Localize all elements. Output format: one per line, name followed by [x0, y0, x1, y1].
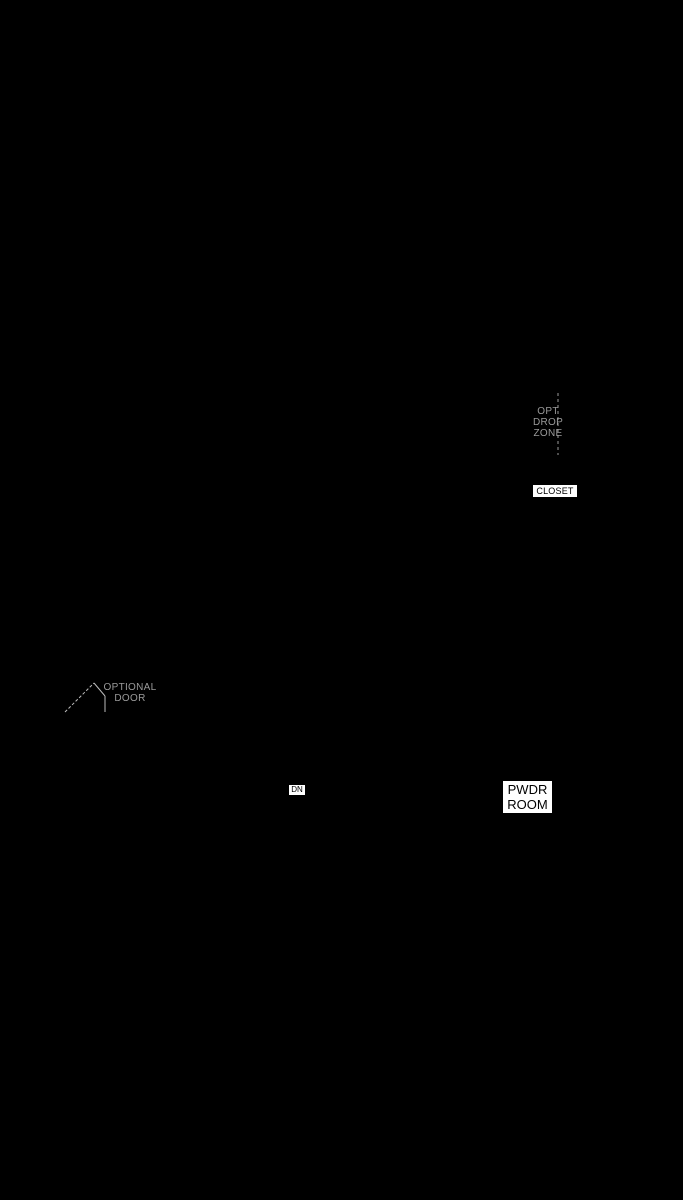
closet-label: CLOSET	[533, 485, 577, 497]
opt-drop-zone-line-1: OPT	[537, 406, 559, 417]
optional-door-label	[100, 682, 160, 704]
optional-door-swing-line	[65, 683, 94, 712]
optional-door-line-1: OPTIONAL	[103, 682, 157, 693]
opt-drop-zone-label	[528, 406, 568, 439]
pwdr-room-line-2: ROOM	[507, 797, 548, 812]
pwdr-room-line-1: PWDR	[507, 782, 548, 797]
opt-drop-zone-line-2: DROP	[532, 417, 564, 428]
optional-door-line-2: DOOR	[114, 693, 146, 704]
stairs-down-label: DN	[289, 785, 305, 795]
opt-drop-zone-line-3: ZONE	[533, 428, 563, 439]
pwdr-room-label	[503, 781, 552, 813]
